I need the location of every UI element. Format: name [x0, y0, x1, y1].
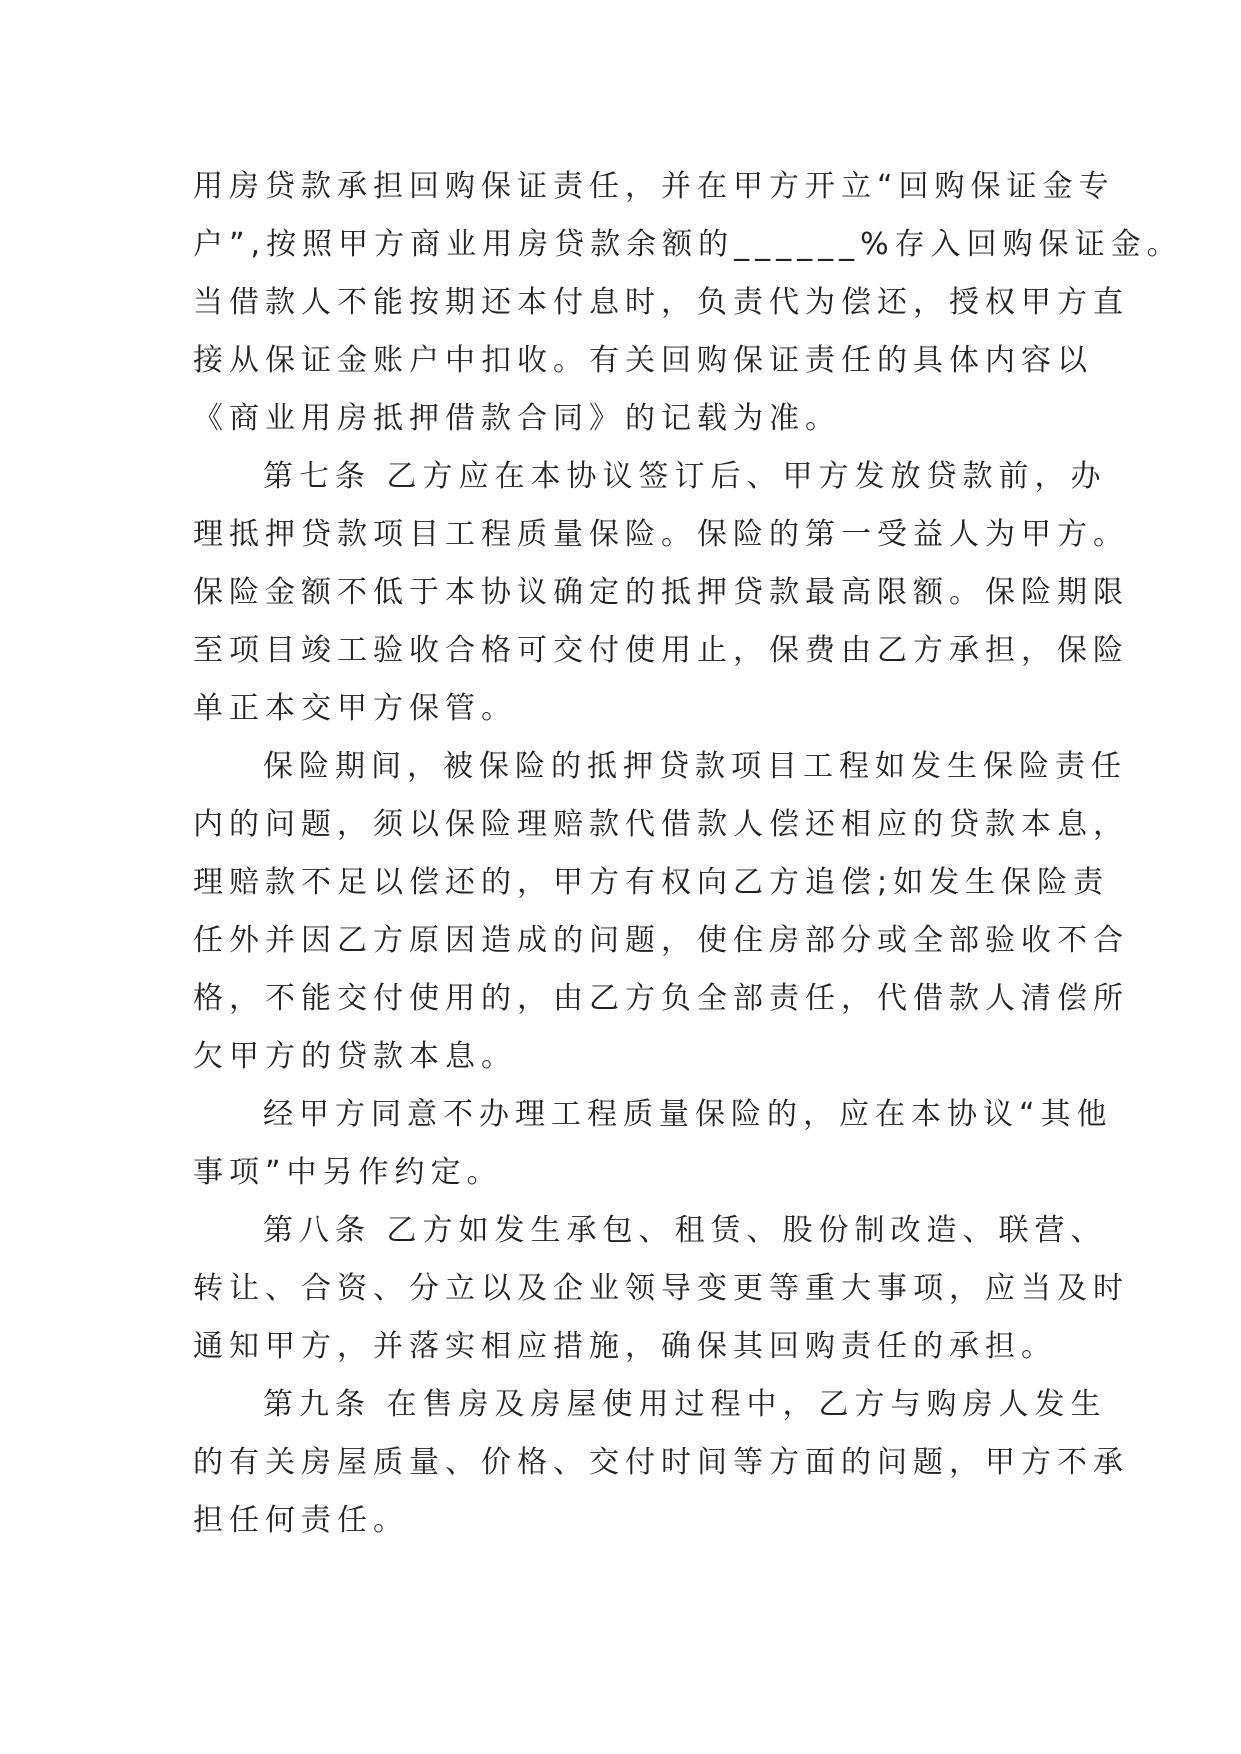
text-line: 第七条 乙方应在本协议签订后、甲方发放贷款前，办: [263, 459, 1107, 494]
text-line: 担任何责任。: [193, 1503, 409, 1538]
text-line: 保险期间，被保险的抵押贷款项目工程如发生保险责任: [263, 749, 1127, 784]
text-line: 格，不能交付使用的，由乙方负全部责任，代借款人清偿所: [193, 981, 1129, 1016]
text-line: 事项”中另作约定。: [193, 1155, 503, 1190]
text-line: 《商业用房抵押借款合同》的记载为准。: [193, 401, 841, 436]
text-line: 第九条 在售房及房屋使用过程中，乙方与购房人发生: [263, 1387, 1107, 1422]
text-line: 第八条 乙方如发生承包、租赁、股份制改造、联营、: [263, 1213, 1107, 1248]
text-line: 任外并因乙方原因造成的问题，使住房部分或全部验收不合: [193, 923, 1129, 958]
text-line: 内的问题，须以保险理赔款代借款人偿还相应的贷款本息，: [193, 807, 1129, 842]
text-line: 户”,按照甲方商业用房贷款余额的______%存入回购保证金。: [193, 227, 1183, 262]
text-line: 的有关房屋质量、价格、交付时间等方面的问题，甲方不承: [193, 1445, 1129, 1480]
text-line: 用房贷款承担回购保证责任，并在甲方开立“回购保证金专: [193, 169, 1115, 204]
text-line: 经甲方同意不办理工程质量保险的，应在本协议“其他: [263, 1097, 1113, 1132]
text-line: 单正本交甲方保管。: [193, 691, 517, 726]
text-line: 理抵押贷款项目工程质量保险。保险的第一受益人为甲方。: [193, 517, 1129, 552]
text-line: 通知甲方，并落实相应措施，确保其回购责任的承担。: [193, 1329, 1057, 1364]
text-line: 理赔款不足以偿还的，甲方有权向乙方追偿;如发生保险责: [193, 865, 1110, 900]
text-line: 欠甲方的贷款本息。: [193, 1039, 517, 1074]
text-line: 至项目竣工验收合格可交付使用止，保费由乙方承担，保险: [193, 633, 1129, 668]
document-body: [193, 158, 1183, 1550]
text-line: 当借款人不能按期还本付息时，负责代为偿还，授权甲方直: [193, 285, 1129, 320]
text-line: 接从保证金账户中扣收。有关回购保证责任的具体内容以: [193, 343, 1093, 378]
text-line: 保险金额不低于本协议确定的抵押贷款最高限额。保险期限: [193, 575, 1129, 610]
text-line: 转让、合资、分立以及企业领导变更等重大事项，应当及时: [193, 1271, 1129, 1306]
